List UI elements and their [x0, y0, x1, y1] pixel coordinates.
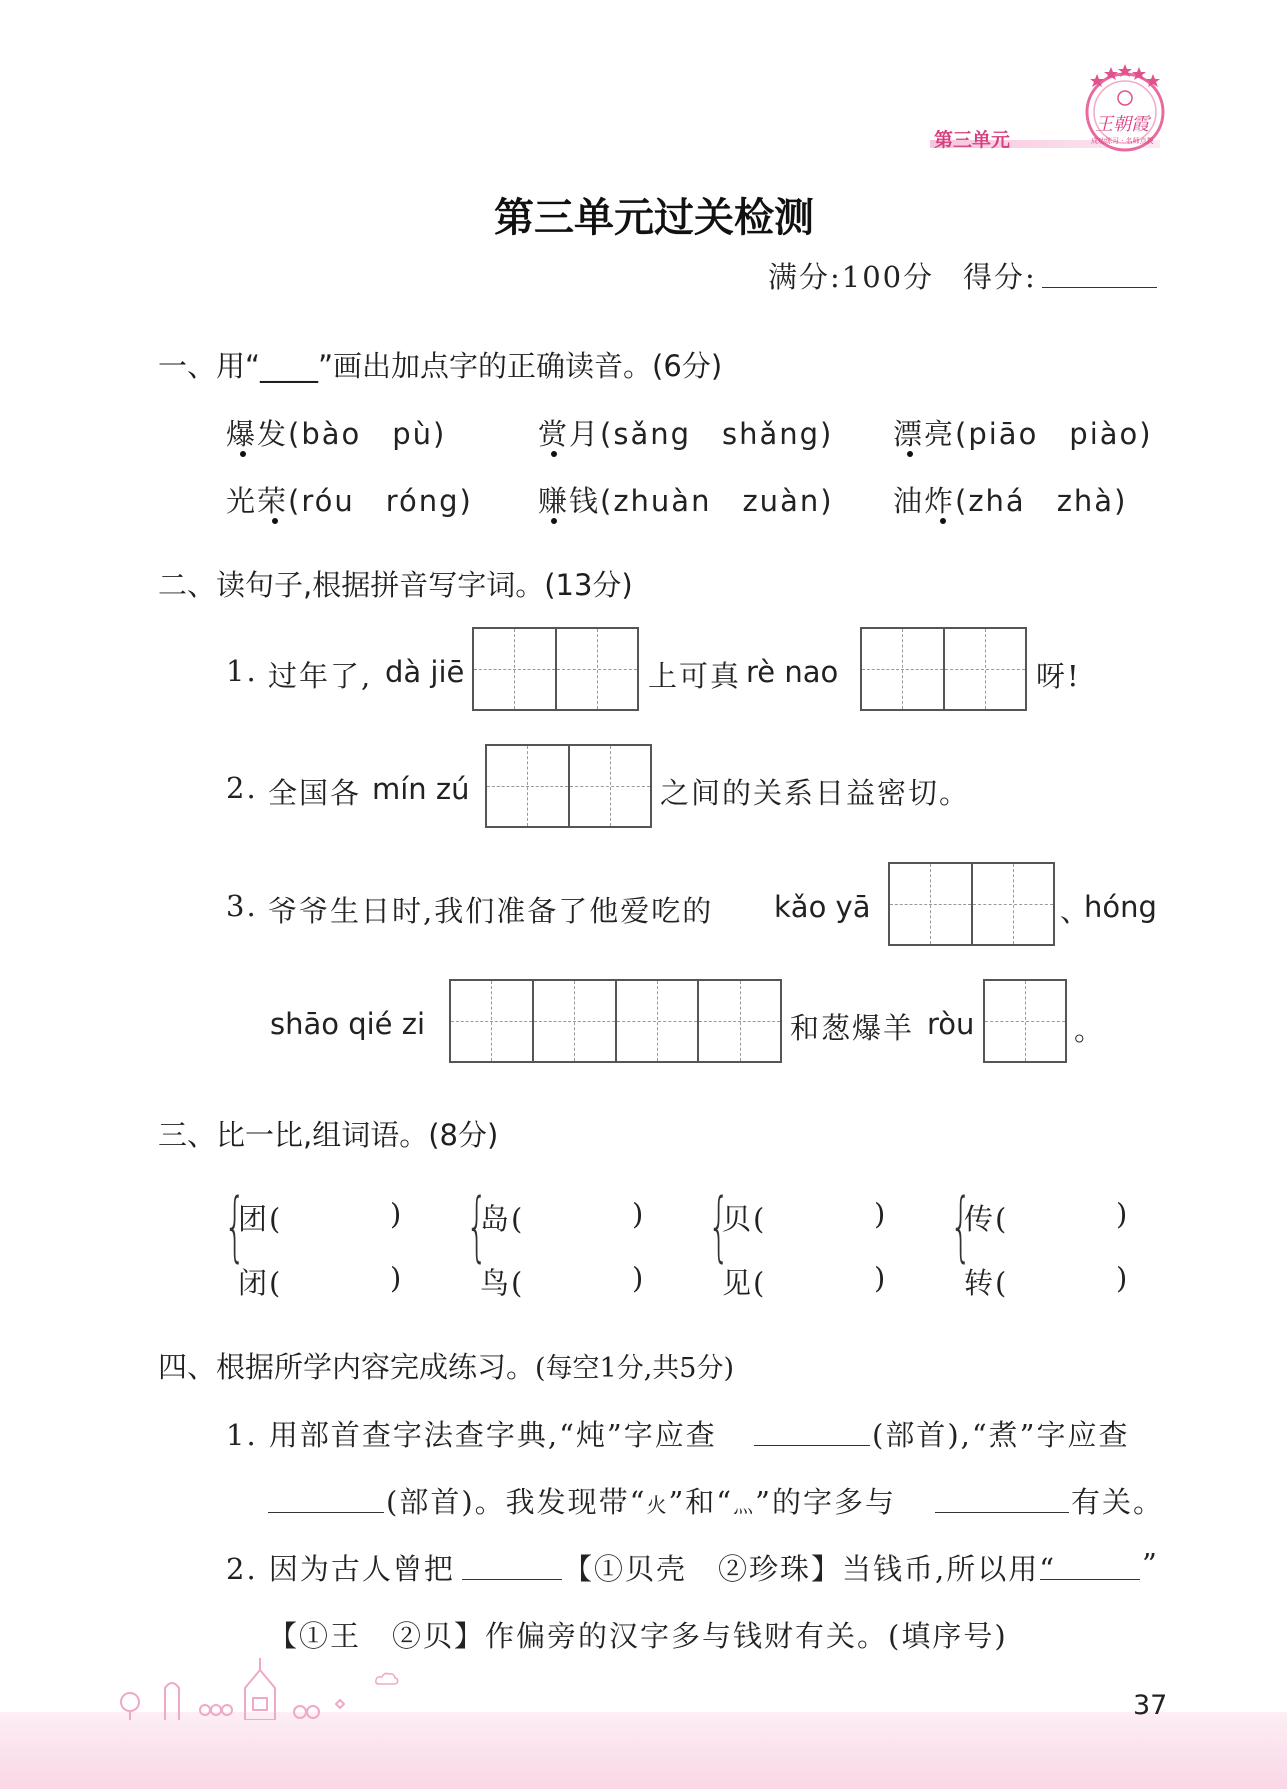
s1-item	[226, 412, 446, 453]
s1-item	[538, 412, 833, 453]
footer-doodle	[110, 1640, 370, 1720]
s3-close: )	[1116, 1261, 1130, 1295]
writing-grid[interactable]	[860, 627, 1027, 711]
s4-q1-line2-d: 有关。	[1071, 1485, 1165, 1519]
score-blank[interactable]	[1042, 287, 1157, 288]
s3-bottom: 转(	[964, 1266, 1009, 1300]
section4-title: 四、根据所学内容完成练习。	[158, 1350, 536, 1384]
s4-q1-line2	[386, 1480, 896, 1521]
s1-reading[interactable]: (zhá zhà)	[955, 484, 1128, 518]
writing-grid[interactable]	[888, 862, 1055, 946]
s4-q2-line1-b: 【①贝壳 ②珍珠】当钱币,所以用“	[563, 1552, 1057, 1586]
score-label: 得分:	[963, 260, 1037, 294]
s2-q3-pinyin2: hóng	[1084, 890, 1157, 924]
s1-word: 油炸	[893, 484, 956, 518]
brand-logo	[1075, 62, 1175, 154]
s3-close: )	[390, 1261, 404, 1295]
page-number: 37	[1133, 1690, 1168, 1721]
s1-word: 爆发	[226, 417, 289, 451]
brand-logo-text: 王朝霞	[1095, 114, 1149, 135]
emphasis-dot	[551, 518, 557, 524]
s4-blank[interactable]	[268, 1512, 384, 1513]
s1-word: 赏月	[538, 417, 601, 451]
s2-q1-text-b: 上可真	[648, 659, 742, 693]
s4-blank[interactable]	[754, 1445, 870, 1446]
section2-heading: 二、读句子,根据拼音写字词。(13分)	[158, 568, 633, 602]
brace-icon: {	[950, 1181, 972, 1270]
s2-q3-text-b: 、	[1060, 894, 1092, 928]
emphasis-dot	[940, 518, 946, 524]
fire-radical-glyph: 火	[646, 1493, 669, 1517]
s3-top: 贝(	[722, 1202, 767, 1236]
s1-reading[interactable]: (róu róng)	[288, 484, 473, 518]
s3-close: )	[632, 1197, 646, 1231]
s2-q2-num: 2.	[226, 771, 258, 805]
s4-q2-line2: 【①王 ②贝】作偏旁的汉字多与钱财有关。(填序号)	[268, 1619, 1008, 1653]
s3-bottom: 鸟(	[480, 1266, 525, 1300]
section1-heading: 一、用“____”画出加点字的正确读音。(6分)	[158, 349, 723, 383]
s2-q2-pinyin1: mín zú	[372, 772, 470, 806]
brand-logo-subtext: 成功练习 · 名师点拨	[1091, 137, 1154, 145]
s2-q2-text-b: 之间的关系日益密切。	[660, 776, 971, 810]
s1-word: 漂亮	[893, 417, 956, 451]
footer-band	[0, 1712, 1287, 1789]
s2-q1-num: 1.	[226, 654, 258, 688]
s2-q3-text-a: 爷爷生日时,我们准备了他爱吃的	[268, 894, 714, 928]
unit-tab: 第三单元	[934, 129, 1011, 151]
cloud-icon	[375, 1670, 399, 1686]
brace-icon: {	[708, 1181, 730, 1270]
s3-bottom: 见(	[722, 1266, 767, 1300]
s2-q3-pinyin1: kǎo yā	[774, 890, 871, 924]
s1-item	[893, 412, 1153, 453]
s4-blank[interactable]	[462, 1579, 562, 1580]
s1-word: 光荣	[226, 484, 289, 518]
section3-heading: 三、比一比,组词语。(8分)	[158, 1118, 499, 1152]
brace-icon: {	[224, 1181, 246, 1270]
s3-close: )	[390, 1197, 404, 1231]
brace-icon: {	[466, 1181, 488, 1270]
s3-close: )	[632, 1261, 646, 1295]
s2-q3-pinyin4: ròu	[927, 1007, 975, 1041]
s1-reading[interactable]: (sǎng shǎng)	[600, 417, 834, 451]
s1-item	[538, 479, 834, 520]
s4-q1-text: ”的字多与	[755, 1485, 896, 1519]
s2-q1-text-c: 呀!	[1036, 659, 1081, 693]
writing-grid[interactable]	[485, 744, 652, 828]
fire-dots-radical-glyph: 灬	[733, 1493, 756, 1517]
writing-grid[interactable]	[449, 979, 782, 1063]
emphasis-dot	[272, 518, 278, 524]
s2-q1-pinyin1: dà jiē	[385, 655, 465, 689]
s1-reading[interactable]: (zhuàn zuàn)	[600, 484, 834, 518]
s3-top: 团(	[238, 1202, 283, 1236]
s1-item	[893, 479, 1127, 520]
s3-bottom: 闭(	[238, 1266, 283, 1300]
s1-reading[interactable]: (bào pù)	[288, 417, 447, 451]
s4-q1-line1-a: 1. 用部首查字法查字典,“炖”字应查	[226, 1418, 717, 1452]
s4-q2-line1-a: 2. 因为古人曾把	[226, 1552, 455, 1586]
writing-grid[interactable]	[472, 627, 639, 711]
page-title: 第三单元过关检测	[494, 195, 814, 241]
s4-q1-text: ”和“	[668, 1485, 734, 1519]
s3-close: )	[874, 1197, 888, 1231]
s1-item	[226, 479, 473, 520]
section4-heading	[158, 1345, 734, 1386]
s2-q2-text-a: 全国各	[268, 776, 362, 810]
s1-reading[interactable]: (piāo piào)	[955, 417, 1153, 451]
s1-word: 赚钱	[538, 484, 601, 518]
section4-note: (每空1分,共5分)	[535, 1353, 735, 1384]
s4-blank[interactable]	[935, 1512, 1069, 1513]
s2-q3-text-c: 和葱爆羊	[790, 1011, 915, 1045]
s3-close: )	[874, 1261, 888, 1295]
s4-q2-line1-c: ”	[1142, 1547, 1159, 1581]
s4-q1-line1-b: (部首),“煮”字应查	[872, 1418, 1130, 1452]
s2-q3-num: 3.	[226, 889, 258, 923]
s2-q1-text-a: 过年了,	[268, 659, 373, 693]
emphasis-dot	[907, 451, 913, 457]
full-score: 满分:100分	[768, 260, 935, 294]
s2-q1-pinyin2: rè nao	[746, 655, 839, 689]
s2-q3-pinyin3: shāo qié zi	[270, 1007, 426, 1041]
emphasis-dot	[240, 451, 246, 457]
s3-top: 传(	[964, 1202, 1009, 1236]
s4-blank[interactable]	[1040, 1579, 1140, 1580]
s3-close: )	[1116, 1197, 1130, 1231]
s4-q1-text: (部首)。我发现带“	[386, 1485, 647, 1519]
emphasis-dot	[551, 451, 557, 457]
writing-grid[interactable]	[983, 979, 1067, 1063]
s2-q3-text-d: 。	[1074, 1013, 1106, 1047]
s3-top: 岛(	[480, 1202, 525, 1236]
